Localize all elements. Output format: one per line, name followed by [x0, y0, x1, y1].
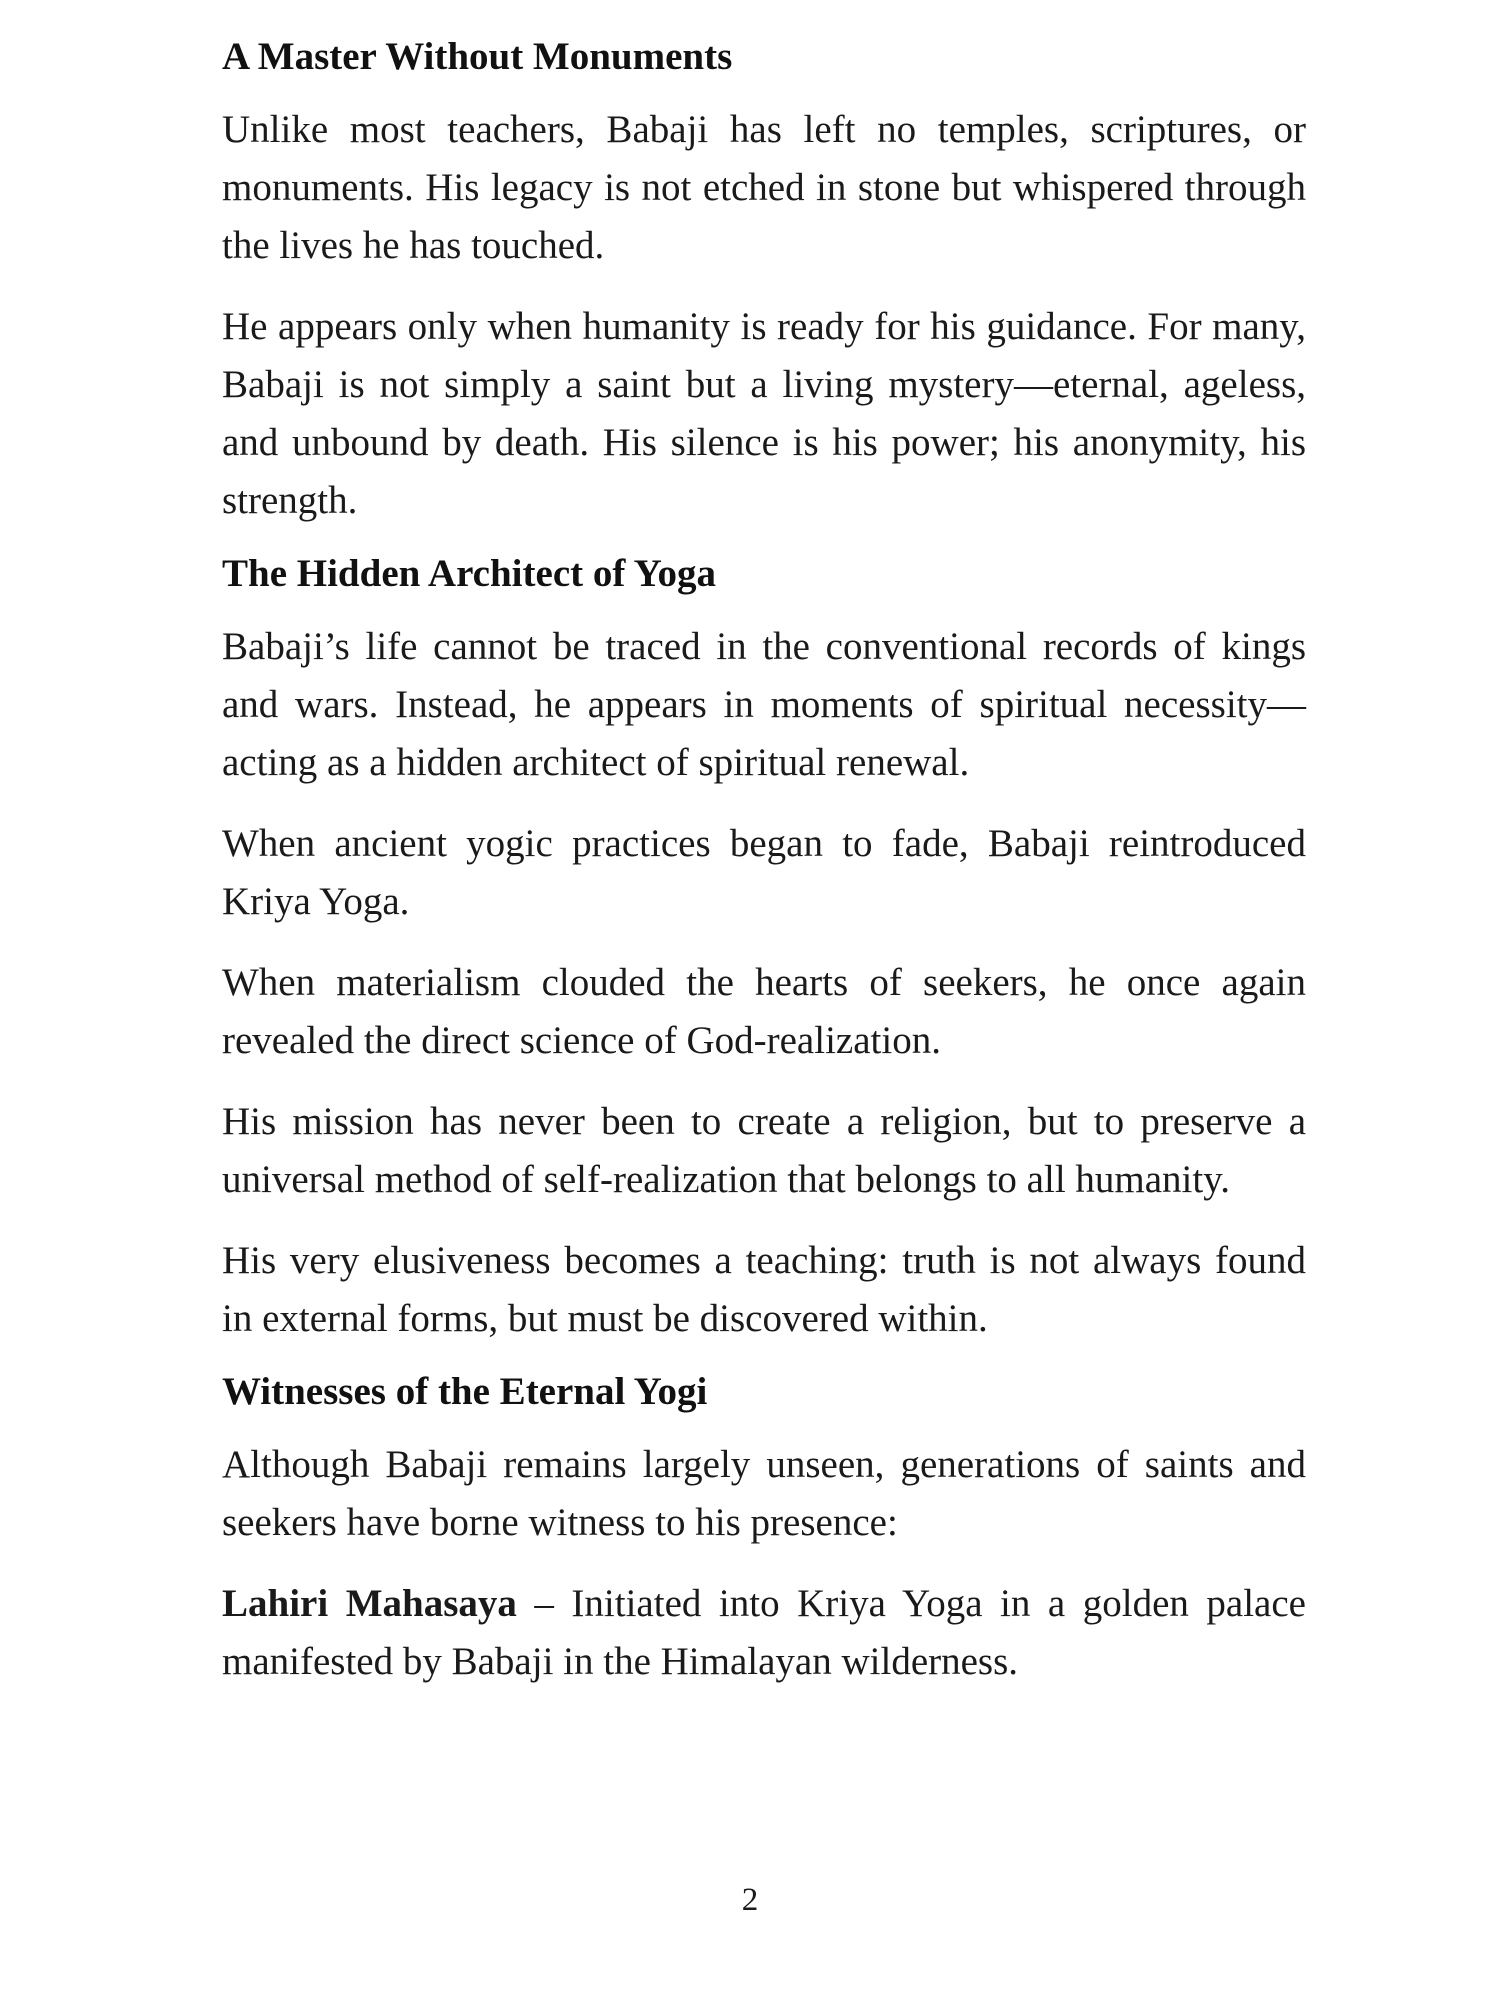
paragraph: His mission has never been to create a religion, but to preserve a universal method of self-realization that belongs to all humanity. — [222, 1100, 1306, 1201]
witness-description: – Initiated into Kriya Yoga in a golden palace manifested by Babaji in the Himalayan wilderness. — [222, 1582, 1306, 1683]
paragraph: Unlike most teachers, Babaji has left no temples, scriptures, or monuments. His legacy is not etched in stone but whispered through the lives he has touched. — [222, 108, 1306, 267]
page-number: 2 — [741, 1882, 759, 1918]
paragraph: Babaji’s life cannot be traced in the conventional records of kings and wars. Instead, he appears in moments of spiritual necessity—acting as a hidden architect of spiritual renewal. — [222, 625, 1306, 784]
section-heading-hidden-architect: The Hidden Architect of Yoga — [222, 552, 716, 595]
witness-name: Lahiri Mahasaya — [222, 1582, 517, 1625]
section-heading-master-without-monuments: A Master Without Monuments — [222, 35, 733, 78]
witness-entry — [222, 1575, 1306, 1691]
paragraph: When ancient yogic practices began to fade, Babaji reintroduced Kriya Yoga. — [222, 822, 1306, 923]
paragraph: His very elusiveness becomes a teaching: truth is not always found in external forms, but must be discovered within. — [222, 1239, 1306, 1340]
page-content — [222, 28, 1306, 1714]
section-heading-witnesses: Witnesses of the Eternal Yogi — [222, 1370, 708, 1413]
paragraph: When materialism clouded the hearts of seekers, he once again revealed the direct science of God-realization. — [222, 961, 1306, 1062]
paragraph: Although Babaji remains largely unseen, generations of saints and seekers have borne witness to his presence: — [222, 1443, 1306, 1544]
paragraph: He appears only when humanity is ready for his guidance. For many, Babaji is not simply a saint but a living mystery—eternal, ageless, and unbound by death. His silence is his power; his anonymity, his strength. — [222, 305, 1306, 522]
